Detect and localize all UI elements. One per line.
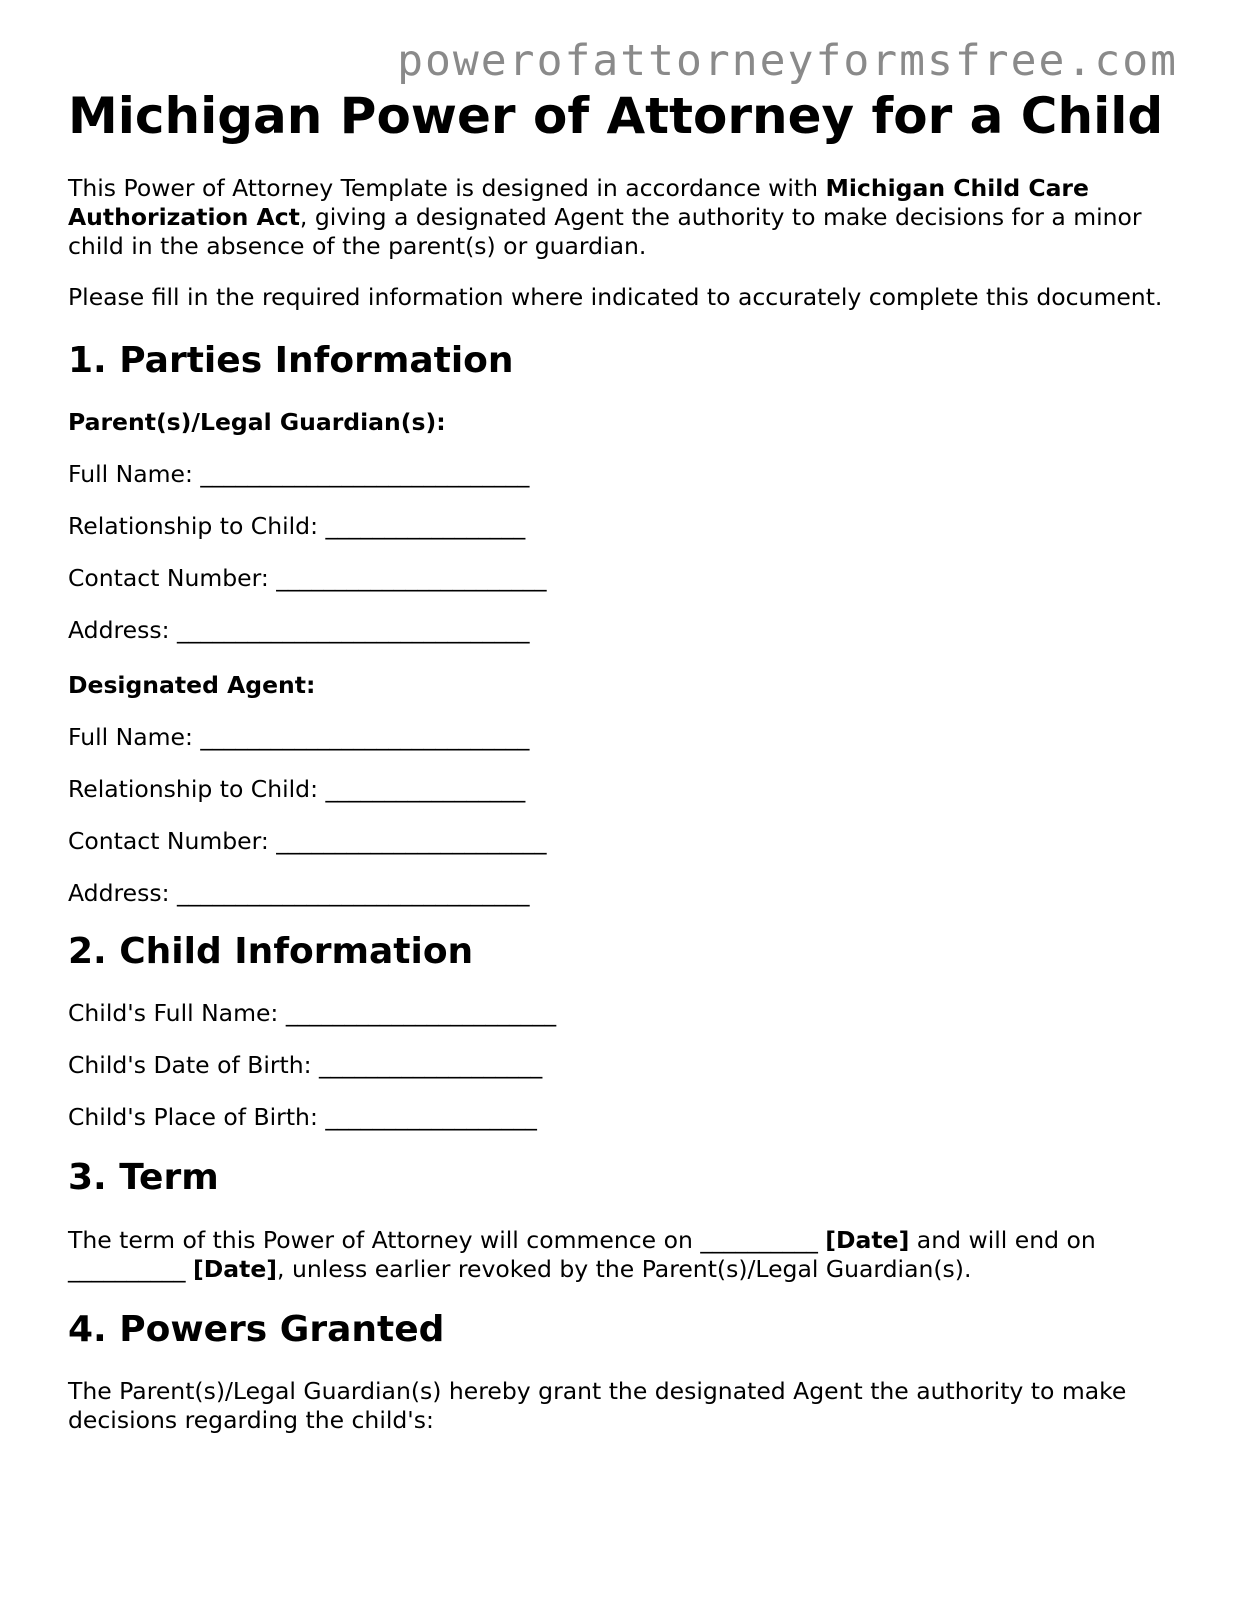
intro-paragraph bbox=[68, 174, 1178, 261]
powers-paragraph: The Parent(s)/Legal Guardian(s) hereby grant the designated Agent the authority to make decisions regarding the child's: bbox=[68, 1376, 1127, 1434]
child-full-name-field[interactable]: Child's Full Name: _______________________ bbox=[68, 999, 557, 1028]
parent-address-field[interactable]: Address: ______________________________ bbox=[68, 616, 530, 645]
term-text-2: and will end on __________ bbox=[68, 1225, 1096, 1283]
agent-full-name-field[interactable]: Full Name: ____________________________ bbox=[68, 723, 530, 752]
act-name: Michigan Child Care Authorization Act bbox=[68, 174, 1089, 231]
document-title: Michigan Power of Attorney for a Child bbox=[68, 87, 1164, 145]
section-heading-parties: 1. Parties Information bbox=[68, 340, 514, 381]
intro-text-1: This Power of Attorney Template is designed in accordance with bbox=[68, 174, 826, 202]
section-heading-child: 2. Child Information bbox=[68, 931, 474, 973]
parent-full-name-field[interactable]: Full Name: ____________________________ bbox=[68, 460, 530, 489]
child-dob-field[interactable]: Child's Date of Birth: ___________________ bbox=[68, 1051, 543, 1080]
agent-relationship-field[interactable]: Relationship to Child: _________________ bbox=[68, 775, 526, 804]
watermark: powerofattorneyformsfree.com bbox=[397, 36, 1178, 86]
child-place-of-birth-field[interactable]: Child's Place of Birth: __________________ bbox=[68, 1103, 537, 1132]
agent-address-field[interactable]: Address: ______________________________ bbox=[68, 879, 530, 908]
term-date-2: [Date] bbox=[192, 1254, 278, 1283]
parent-relationship-field[interactable]: Relationship to Child: _________________ bbox=[68, 512, 526, 541]
term-text-1: The term of this Power of Attorney will commence on __________ bbox=[68, 1225, 826, 1254]
document-page bbox=[68, 86, 1178, 1435]
intro-text-2: , giving a designated Agent the authority to make decisions for a minor child in the absence of the parent(s) or guardian. bbox=[68, 203, 1142, 260]
term-text-3: , unless earlier revoked by the Parent(s)/Legal Guardian(s). bbox=[277, 1254, 972, 1283]
instructions-paragraph: Please fill in the required information where indicated to accurately complete this document. bbox=[68, 283, 1163, 311]
agent-heading: Designated Agent: bbox=[68, 671, 316, 700]
agent-contact-field[interactable]: Contact Number: _______________________ bbox=[68, 827, 547, 856]
parent-heading: Parent(s)/Legal Guardian(s): bbox=[68, 408, 446, 437]
term-paragraph bbox=[68, 1226, 1178, 1284]
section-heading-term: 3. Term bbox=[68, 1157, 219, 1199]
section-heading-powers: 4. Powers Granted bbox=[68, 1308, 445, 1350]
parent-contact-field[interactable]: Contact Number: _______________________ bbox=[68, 564, 547, 593]
term-date-1: [Date] bbox=[825, 1225, 910, 1254]
